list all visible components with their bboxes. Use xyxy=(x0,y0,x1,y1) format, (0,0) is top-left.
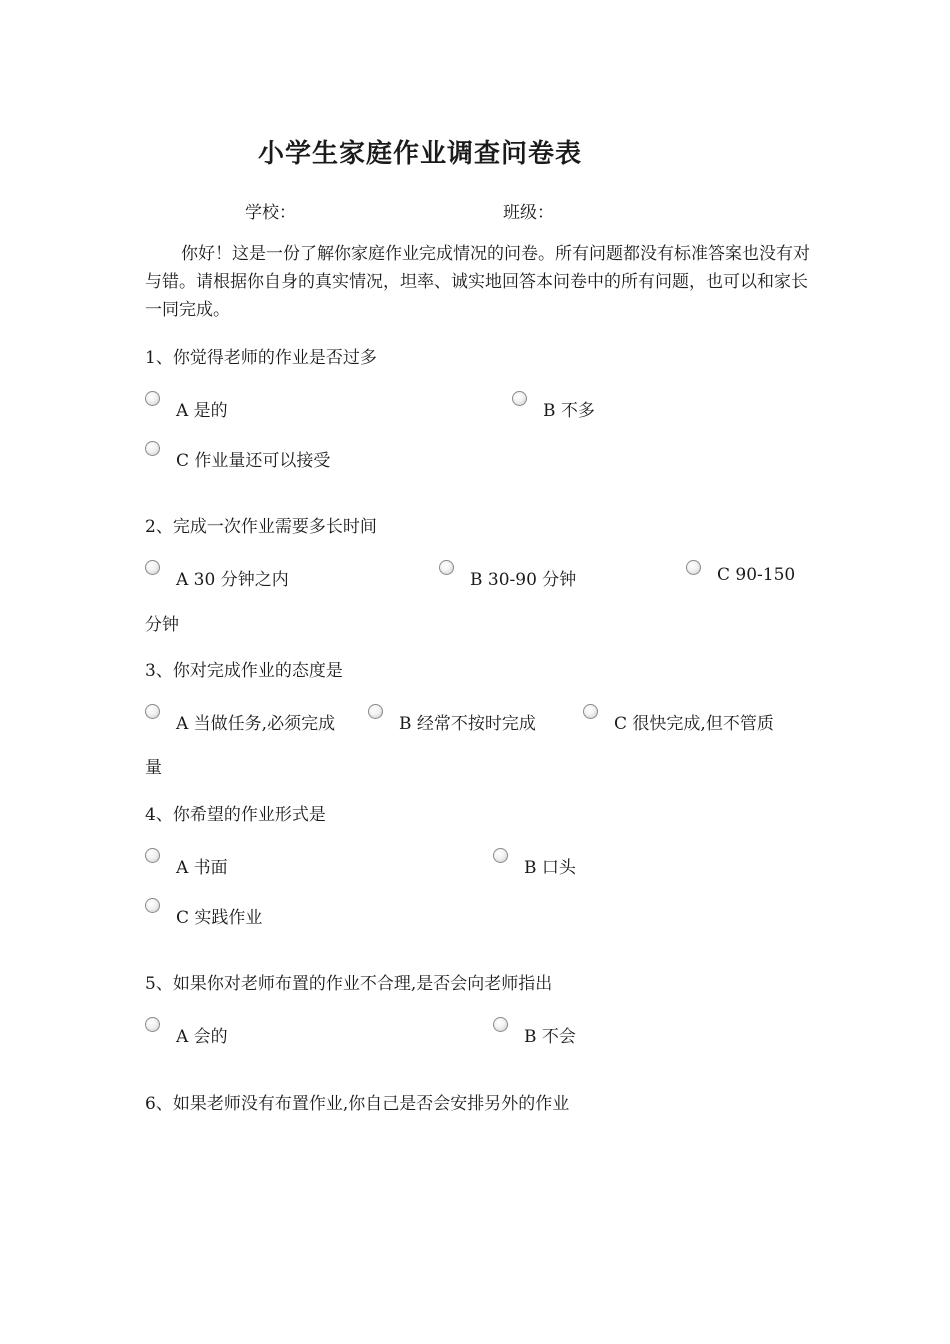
radio-icon[interactable] xyxy=(145,704,160,719)
radio-icon[interactable] xyxy=(368,704,383,719)
question-4: 4、你希望的作业形式是 xyxy=(145,805,326,825)
q4-option-c[interactable] xyxy=(145,903,262,928)
q1-option-c[interactable] xyxy=(145,446,330,471)
option-label: B 不会 xyxy=(524,1027,576,1047)
class-label: 班级： xyxy=(503,203,554,223)
option-label: C 很快完成,但不管质 xyxy=(614,714,774,734)
school-label: 学校： xyxy=(245,203,296,223)
option-label: C 90-150 xyxy=(717,565,796,585)
q3-option-c[interactable] xyxy=(583,709,774,734)
option-label: C 实践作业 xyxy=(176,908,263,928)
radio-icon[interactable] xyxy=(493,1017,508,1032)
option-label: B 不多 xyxy=(543,401,595,421)
option-label: A 是的 xyxy=(176,401,228,421)
radio-icon[interactable] xyxy=(145,848,160,863)
option-label: B 口头 xyxy=(524,858,576,878)
q3-option-a[interactable] xyxy=(145,709,335,734)
q3-option-c-continuation: 量 xyxy=(145,758,162,778)
question-5: 5、如果你对老师布置的作业不合理,是否会向老师指出 xyxy=(145,974,553,994)
radio-icon[interactable] xyxy=(583,704,598,719)
q1-option-b[interactable] xyxy=(512,396,595,421)
option-label: B 经常不按时完成 xyxy=(399,714,536,734)
option-label: A 当做任务,必须完成 xyxy=(176,714,336,734)
radio-icon[interactable] xyxy=(686,560,701,575)
radio-icon[interactable] xyxy=(145,1017,160,1032)
q5-option-b[interactable] xyxy=(493,1022,576,1047)
radio-icon[interactable] xyxy=(145,898,160,913)
q2-option-a[interactable] xyxy=(145,565,289,590)
radio-icon[interactable] xyxy=(145,560,160,575)
question-3: 3、你对完成作业的态度是 xyxy=(145,661,343,681)
option-label: B 30-90 分钟 xyxy=(470,570,577,590)
question-6: 6、如果老师没有布置作业,你自己是否会安排另外的作业 xyxy=(145,1094,570,1114)
option-label: A 会的 xyxy=(176,1027,228,1047)
intro-paragraph: 你好！这是一份了解你家庭作业完成情况的问卷。所有问题都没有标准答案也没有对与错。请根据你自身的真实情况，坦率、诚实地回答本问卷中的所有问题，也可以和家长一同完成。 xyxy=(145,244,810,320)
q2-option-b[interactable] xyxy=(439,565,576,590)
q1-option-a[interactable] xyxy=(145,396,228,421)
q2-option-c[interactable] xyxy=(686,565,795,585)
question-2: 2、完成一次作业需要多长时间 xyxy=(145,517,377,537)
radio-icon[interactable] xyxy=(512,391,527,406)
q5-option-a[interactable] xyxy=(145,1022,228,1047)
question-1: 1、你觉得老师的作业是否过多 xyxy=(145,348,377,368)
radio-icon[interactable] xyxy=(493,848,508,863)
radio-icon[interactable] xyxy=(145,441,160,456)
q4-option-a[interactable] xyxy=(145,853,228,878)
option-label: C 作业量还可以接受 xyxy=(176,451,331,471)
page-title: 小学生家庭作业调查问卷表 xyxy=(258,139,583,169)
q4-option-b[interactable] xyxy=(493,853,576,878)
option-label: A 书面 xyxy=(176,858,228,878)
q2-option-c-continuation: 分钟 xyxy=(145,615,179,635)
radio-icon[interactable] xyxy=(439,560,454,575)
option-label: A 30 分钟之内 xyxy=(176,570,289,590)
q3-option-b[interactable] xyxy=(368,709,536,734)
radio-icon[interactable] xyxy=(145,391,160,406)
